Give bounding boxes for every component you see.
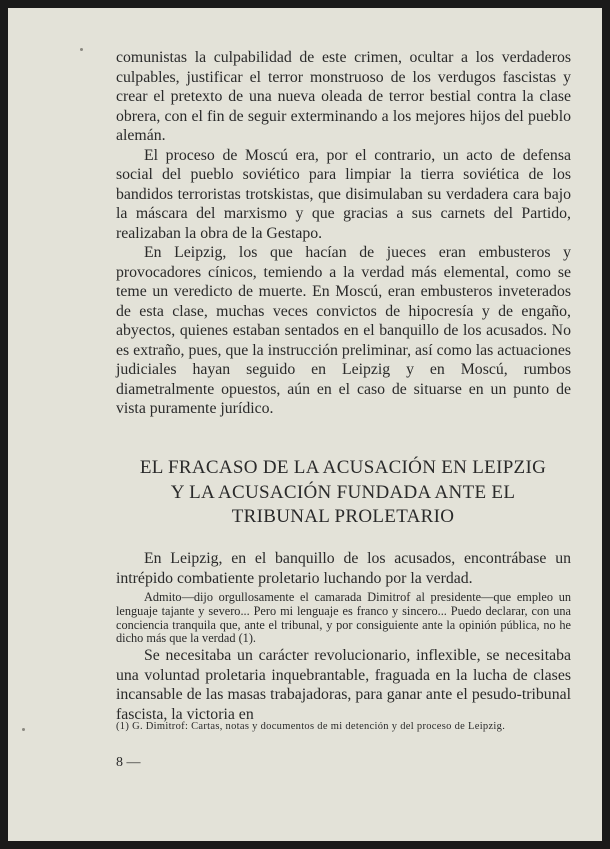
- body-text-intro: [116, 549, 571, 588]
- paragraph-intro: En Leipzig, en el banquillo de los acusados, encontrábase un intrépido combatiente proletario luchando por la verdad.: [116, 550, 571, 587]
- book-page: [8, 8, 602, 841]
- block-quote: [116, 591, 571, 646]
- heading-line-2: Y LA ACUSACIÓN FUNDADA ANTE EL: [170, 481, 516, 503]
- paragraph-revolutionary: Se necesitaba un carácter revolucionario, inflexible, se necesitaba una voluntad proletaria inquebrantable, fraguada en la lucha de clases incansable de las masas trabajadoras, para ganar ante el pesudo-tribunal fascista, la victoria en: [116, 647, 571, 723]
- paper-speck: [80, 48, 83, 51]
- heading-line-1: EL FRACASO DE LA ACUSACIÓN EN LEIPZIG: [139, 457, 547, 478]
- heading-line-3: TRIBUNAL PROLETARIO: [231, 506, 455, 527]
- body-text-bottom: [116, 646, 571, 724]
- quote-text: Admito—dijo orgullosamente el camarada Dimitrof al presidente—que empleo un lenguaje tajante y severo... Pero mi lenguaje es franco y sincero... Puedo declarar, con una conciencia tranquila que, ante el tribunal, y por consiguiente ante la opinión pública, no he dicho más que la verdad (1).: [116, 590, 571, 646]
- section-heading: [108, 456, 578, 530]
- paragraph-continuation: comunistas la culpabilidad de este crimen, ocultar a los verdaderos culpables, justificar el terror monstruoso de los verdugos fascistas y crear el pretexto de una nueva oleada de terror bestial contra la clase obrera, con el fin de seguir exterminando a los mejores hijos del pueblo alemán.: [116, 49, 571, 144]
- paper-speck: [22, 728, 25, 731]
- paragraph-leipzig-judges: En Leipzig, los que hacían de jueces eran embusteros y provocadores cínicos, temiendo a la verdad más elemental, como se teme un veredicto de muerte. En Moscú, eran embusteros inveterados de esta clase, muchas veces convictos de hipocresía y de engaño, abyectos, quienes estaban sentados en el banquillo de los acusados. No es extraño, pues, que la instrucción preliminar, así como las actuaciones judiciales hayan seguido en Leipzig y en Moscú, rumbos diametralmente opuestos, aún en el caso de situarse en un punto de vista puramente jurídico.: [116, 244, 571, 417]
- page-number: 8 —: [116, 755, 141, 770]
- paragraph-moscow-trial: El proceso de Moscú era, por el contrario, un acto de defensa social del pueblo soviético para limpiar la tierra soviética de los bandidos terroristas trotskistas, que disimulaban su verdadera cara bajo la máscara del marxismo y que gracias a sus carnets del Partido, realizaban la obra de la Gestapo.: [116, 146, 571, 242]
- body-text-top: [116, 48, 571, 419]
- footnote: (1) G. Dimitrof: Cartas, notas y documentos de mi detención y del proceso de Leipzig.: [116, 721, 506, 732]
